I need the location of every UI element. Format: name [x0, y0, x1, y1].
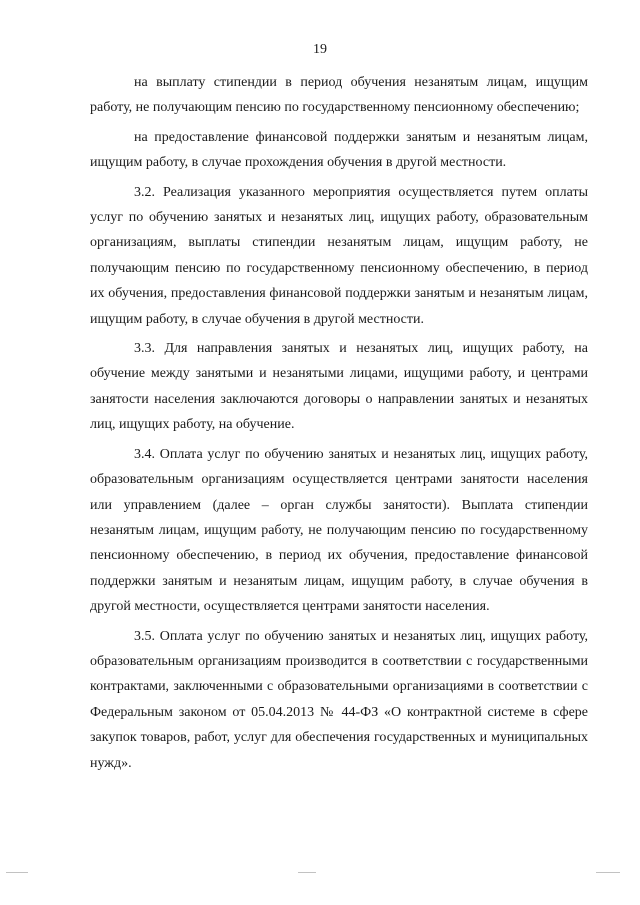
paragraph-3-3: 3.3. Для направления занятых и незанятых лиц, ищущих работу, на обучение между занятыми и незанятыми лицами, ищущими работу, и центрами занятости населения заключаются договоры о направлении занятых и незанятых лиц, ищущих работу, на обучение.	[90, 341, 588, 433]
paragraph-3-5: 3.5. Оплата услуг по обучению занятых и незанятых лиц, ищущих работу, образовательным организациям производится в соответствии с государственными контрактами, заключенными с образовательными организациями в соответствии с Федеральным законом от 05.04.2013 № 44-ФЗ «О контрактной системе в сфере закупок товаров, работ, услуг для обеспечения государственных и муниципальных нужд».	[90, 628, 588, 771]
page-number: 19	[313, 42, 327, 57]
paragraph-3-4: 3.4. Оплата услуг по обучению занятых и незанятых лиц, ищущих работу, образовательным организациям осуществляется центрами занятости населения или управлением (далее – орган службы занятости). Выплата стипендии незанятым лицам, ищущим работу, не получающим пенсию по государственному пенсионному обеспечению, в период их обучения, предоставление финансовой поддержки занятым и незанятым лицам, ищущим работу, в случае обучения в другой местности, осуществляется центрами занятости населения.	[90, 446, 588, 615]
scan-artifact-right	[596, 872, 620, 873]
paragraph-3-2: 3.2. Реализация указанного мероприятия осуществляется путем оплаты услуг по обучению занятых и незанятых лиц, ищущих работу, образовательным организациям, выплаты стипендии незанятым лицам, ищущим работу, не получающим пенсию по государственному пенсионному обеспечению, в период их обучения, предоставления финансовой поддержки занятым и незанятым лицам, ищущим работу, в случае обучения в другой местности.	[90, 184, 588, 327]
paragraph-financial-support: на предоставление финансовой поддержки занятым и незанятым лицам, ищущим работу, в случае прохождения обучения в другой местности.	[90, 129, 588, 171]
document-body	[90, 70, 588, 776]
paragraph-stipend: на выплату стипендии в период обучения незанятым лицам, ищущим работу, не получающим пенсию по государственному пенсионному обеспечению;	[90, 75, 588, 116]
scan-artifact-left	[6, 872, 28, 873]
scan-artifact-center	[298, 872, 316, 873]
